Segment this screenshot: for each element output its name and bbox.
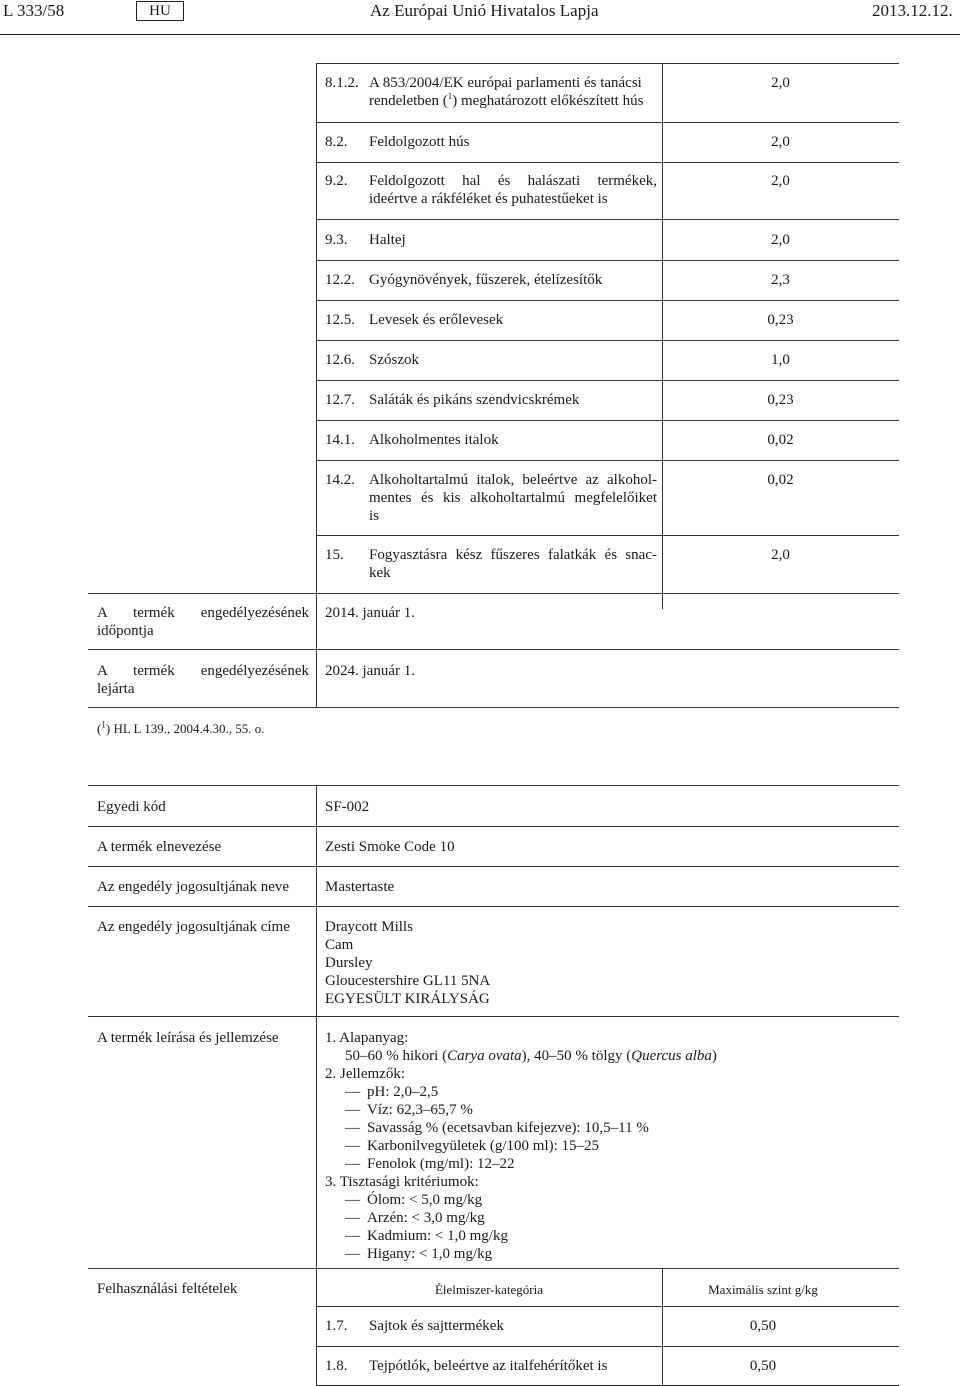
product-description: 1. Alapanyag: 50–60 % hikori (Carya ovata), 40–50 % tölgy (Quercus alba) 2. Jellemzők: — pH: 2,0–2,5 — Víz: 62,3–65,7 % — Savasság % (ecetsavban kifejezve): 10,5–11 % — Karbonilvegyületek (g/100 ml): 15–25 — Fenolok (mg/ml): 12–22 3. Tisztasági kritériumok: — Ólom: < 5,0 mg/kg — Arzén: < 3,0 mg/kg — Kadmium: < 1,0 mg/kg — Higany: < 1,0 mg/kg xyxy=(325,1030,717,1262)
language-badge: HU xyxy=(136,1,184,21)
page-header xyxy=(0,0,960,35)
holder-name: Mastertaste xyxy=(325,879,395,895)
column-header-max: Maximális szint g/kg xyxy=(708,1282,818,1297)
column-header-category: Élelmiszer-kategória xyxy=(434,1282,544,1297)
footnote: ($^1$) HL L 139., 2004.4.30., 55. o. xyxy=(97,719,265,736)
publication-date: 2013.12.12. xyxy=(872,1,953,20)
holder-address: Draycott Mills Cam Dursley Gloucestershire GL11 5NA EGYESÜLT KIRÁLYSÁG xyxy=(325,919,491,1007)
product-name: Zesti Smoke Code 10 xyxy=(325,839,455,855)
page-reference: L 333/58 xyxy=(3,1,65,20)
usage-conditions-label: Felhasználási feltételek xyxy=(97,1281,238,1297)
unique-code: SF-002 xyxy=(325,799,370,815)
journal-title: Az Európai Unió Hivatalos Lapja xyxy=(370,1,599,20)
